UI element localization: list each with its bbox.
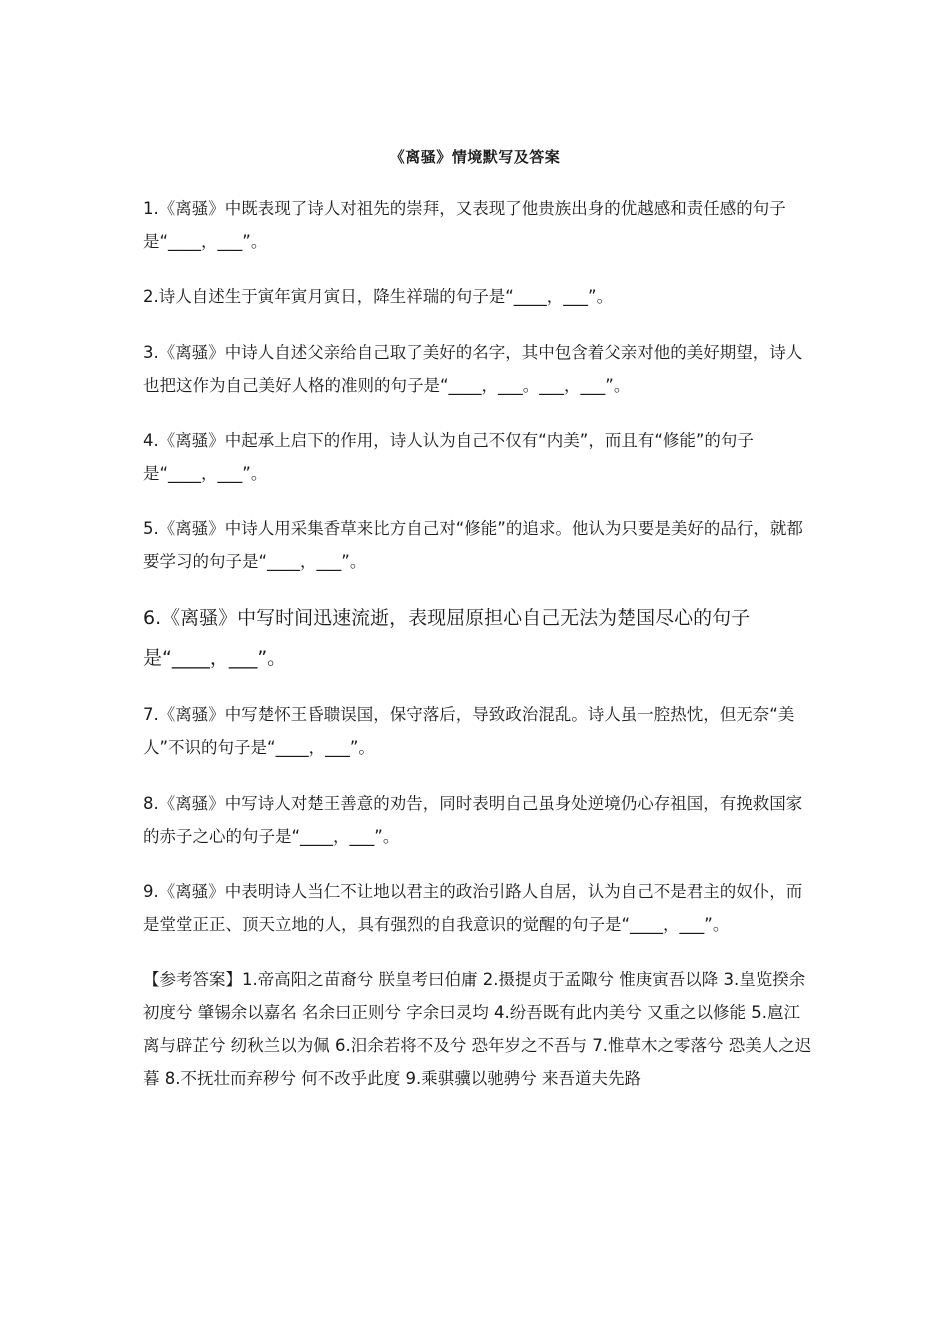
document-title: 《离骚》情境默写及答案	[389, 148, 561, 166]
question-1: 1.《离骚》中既表现了诗人对祖先的崇拜，又表现了他贵族出身的优越感和责任感的句子是“____，___”。	[143, 199, 786, 251]
question-5: 5.《离骚》中诗人用采集香草来比方自己对“修能”的追求。他认为只要是美好的品行，就都要学习的句子是“____，___”。	[143, 519, 803, 571]
reference-answers: 【参考答案】1.帝高阳之苗裔兮 朕皇考曰伯庸 2.摄提贞于孟陬兮 惟庚寅吾以降 3.皇览揆余初度兮 肇锡余以嘉名 名余曰正则兮 字余曰灵均 4.纷吾既有此内美兮 又重之以修能 5.扈江离与辟芷兮 纫秋兰以为佩 6.汨余若将不及兮 恐年岁之不吾与 7.惟草木之零落兮 恐美人之迟暮 8.不抚壮而弃秽兮 何不改乎此度 9.乘骐骥以驰骋兮 来吾道夫先路	[143, 970, 812, 1088]
question-3: 3.《离骚》中诗人自述父亲给自己取了美好的名字，其中包含着父亲对他的美好期望，诗人也把这作为自己美好人格的准则的句子是“____，___。___，___”。	[143, 343, 803, 395]
question-7: 7.《离骚》中写楚怀王昏聩误国，保守落后，导致政治混乱。诗人虽一腔热忱，但无奈“美人”不识的句子是“____，___”。	[143, 705, 795, 757]
question-2: 2.诗人自述生于寅年寅月寅日，降生祥瑞的句子是“____，___”。	[143, 287, 614, 306]
question-6: 6.《离骚》中写时间迅速流逝，表现屈原担心自己无法为楚国尽心的句子是“____，___”。	[143, 607, 751, 669]
question-8: 8.《离骚》中写诗人对楚王善意的劝告，同时表明自己虽身处逆境仍心存祖国，有挽救国家的赤子之心的句子是“____，___”。	[143, 794, 803, 846]
question-4: 4.《离骚》中起承上启下的作用，诗人认为自己不仅有“内美”，而且有“修能”的句子是“____，___”。	[143, 431, 754, 483]
question-9: 9.《离骚》中表明诗人当仁不让地以君主的政治引路人自居，认为自己不是君主的奴仆，而是堂堂正正、顶天立地的人，具有强烈的自我意识的觉醒的句子是“____，___”。	[143, 882, 803, 934]
